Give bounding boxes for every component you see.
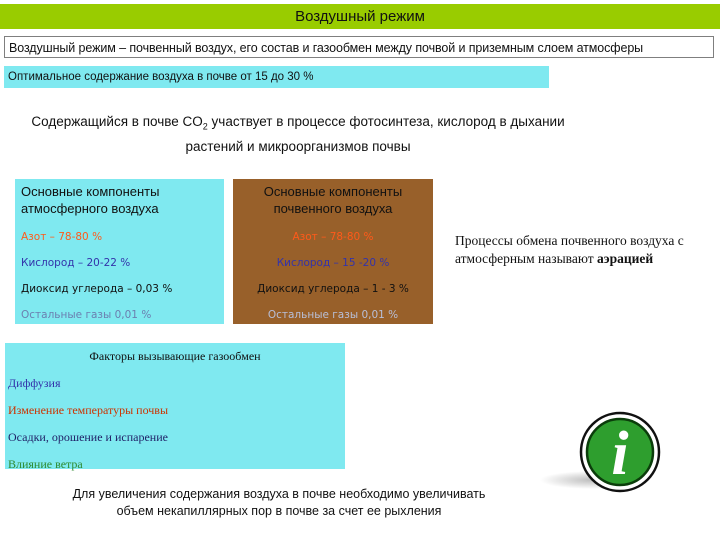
soil-other-gases: Остальные газы 0,01 % bbox=[267, 309, 399, 321]
info-icon[interactable] bbox=[540, 410, 670, 495]
factors-heading: Факторы вызывающие газообмен bbox=[89, 349, 261, 363]
co2-subscript: 2 bbox=[202, 121, 208, 132]
factor-temperature: Изменение температуры почвы bbox=[8, 403, 169, 417]
atmospheric-other-gases: Остальные газы 0,01 % bbox=[21, 309, 152, 321]
co2-line-1-end: участвует в процессе фотосинтеза, кислород в дыхании bbox=[207, 114, 565, 129]
co2-paragraph bbox=[8, 112, 588, 156]
bottom-line-2: объем некапиллярных пор в почве за счет ее рыхления bbox=[116, 504, 442, 518]
co2-line-2: растений и микроорганизмов почвы bbox=[185, 138, 411, 154]
optimal-content-text: Оптимальное содержание воздуха в почве от 15 до 30 % bbox=[8, 71, 314, 83]
soil-co2: Диоксид углерода – 1 - 3 % bbox=[257, 283, 409, 295]
atmospheric-air-box bbox=[15, 179, 224, 324]
bottom-note bbox=[4, 486, 554, 520]
factor-diffusion: Диффузия bbox=[8, 376, 61, 390]
title-bar bbox=[0, 4, 720, 29]
optimal-content-box bbox=[4, 66, 549, 88]
factor-wind: Влияние ветра bbox=[8, 457, 83, 471]
atmospheric-nitrogen: Азот – 78-80 % bbox=[21, 231, 103, 243]
co2-line-1-start: Содержащийся в почве CO bbox=[31, 114, 203, 129]
soil-air-heading: Основные компоненты почвенного воздуха bbox=[263, 184, 403, 216]
definition-box bbox=[4, 36, 714, 58]
aeration-text: Процессы обмена почвенного воздуха с атмосферным называют bbox=[455, 233, 684, 266]
aeration-note bbox=[455, 232, 695, 268]
aeration-term: аэрацией bbox=[597, 251, 654, 266]
atmospheric-air-heading: Основные компоненты атмосферного воздуха bbox=[21, 184, 160, 216]
atmospheric-co2: Диоксид углерода – 0,03 % bbox=[21, 283, 173, 295]
info-icon-glyph: i bbox=[611, 420, 629, 488]
definition-text: Воздушный режим – почвенный воздух, его состав и газообмен между почвой и приземным слоем атмосферы bbox=[9, 41, 644, 55]
atmospheric-oxygen: Кислород – 20-22 % bbox=[21, 257, 131, 269]
soil-air-box bbox=[233, 179, 433, 324]
co2-line-1 bbox=[8, 112, 588, 137]
factor-precipitation: Осадки, орошение и испарение bbox=[8, 430, 168, 444]
soil-oxygen: Кислород – 15 -20 % bbox=[276, 257, 390, 269]
soil-nitrogen: Азот – 78-80 % bbox=[292, 231, 374, 243]
page-title: Воздушный режим bbox=[295, 8, 425, 25]
bottom-line-1: Для увеличения содержания воздуха в почве необходимо увеличивать bbox=[72, 487, 486, 501]
gas-exchange-factors-box bbox=[5, 343, 345, 469]
